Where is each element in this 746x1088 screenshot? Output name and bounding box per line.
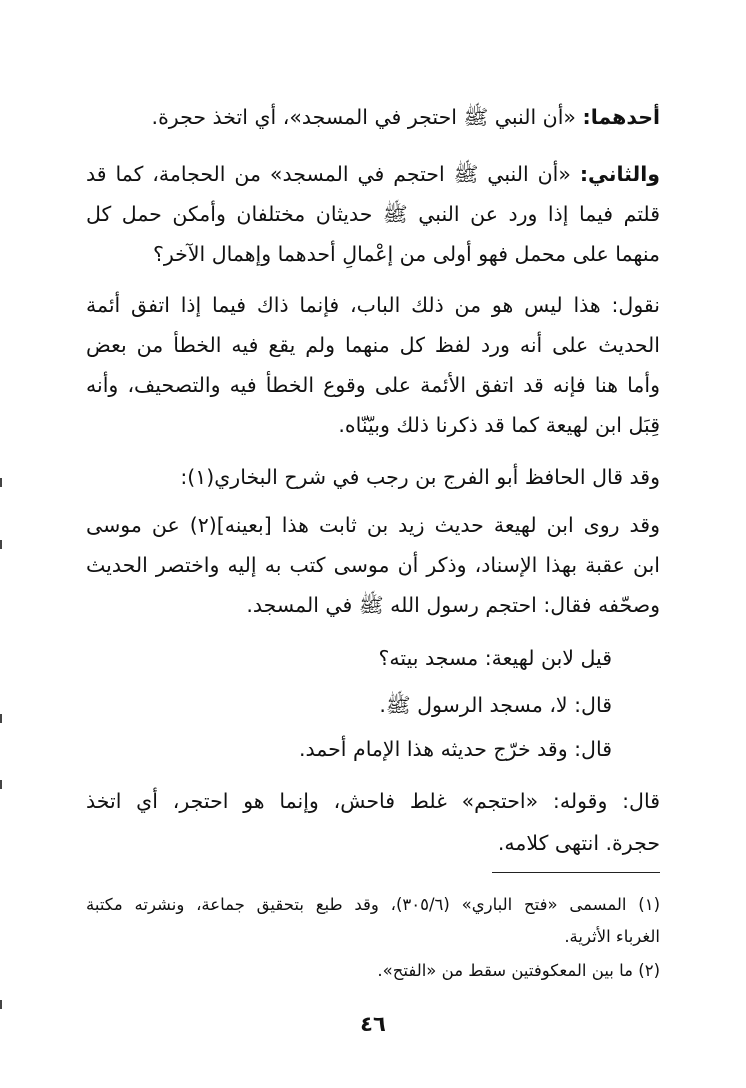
- line-text: ابن عقبة بهذا الإسناد، وذكر أن موسى كتب به إليه واختصر الحديث: [86, 553, 660, 577]
- line-text: منهما على محمل فهو أولى من إعْمالِ أحدهما وإهمال الآخر؟: [152, 242, 660, 266]
- footnote-text: (٢) ما بين المعكوفتين سقط من «الفتح».: [377, 961, 660, 980]
- paragraph-line: [86, 159, 660, 189]
- line-label: أحدهما:: [582, 105, 660, 129]
- paragraph-line: [86, 786, 660, 816]
- paragraph-line: [86, 370, 660, 400]
- paragraph-line: [152, 102, 660, 132]
- footnote: [86, 892, 660, 918]
- footnote-text: (١) المسمى «فتح الباري» (٣٠٥/٦)، وقد طبع بتحقيق جماعة، ونشرته مكتبة: [86, 895, 660, 914]
- paragraph-line: [246, 590, 660, 620]
- line-text: «أن النبي ﷺ احتجر في المسجد»، أي اتخذ حجرة.: [151, 105, 576, 129]
- paragraph-line: [379, 643, 612, 673]
- paragraph-line: [153, 239, 660, 269]
- footnote: [377, 958, 660, 984]
- line-text: الحديث على أنه ورد لفظ كل منهما ولم يقع فيه الخطأ من بعض: [86, 333, 660, 357]
- paragraph-line: [86, 510, 660, 540]
- footnote-text: الغرباء الأثرية.: [564, 927, 660, 946]
- paragraph-line: [86, 550, 660, 580]
- line-text: وقد قال الحافظ أبو الفرج بن رجب في شرح البخاري(١):: [180, 465, 660, 489]
- line-text: وأما هنا فإنه قد اتفق الأئمة على وقوع الخطأ فيه والتصحيف، وأنه: [86, 373, 660, 397]
- line-text: «أن النبي ﷺ احتجم في المسجد» من الحجامة، كما قد: [86, 162, 571, 186]
- paragraph-line: [379, 690, 612, 720]
- paragraph-line: [180, 462, 660, 492]
- line-text: قال: لا، مسجد الرسول ﷺ.: [379, 693, 612, 717]
- paragraph-line: [498, 828, 660, 858]
- line-text: قلتم فيما إذا ورد عن النبي ﷺ حديثان مختلفان وأمكن حمل كل: [86, 202, 660, 226]
- scan-edge-mark: [0, 540, 2, 549]
- line-label: والثاني:: [579, 162, 660, 186]
- paragraph-line: [86, 199, 660, 229]
- line-text: وصحّفه فقال: احتجم رسول الله ﷺ في المسجد.: [246, 593, 660, 617]
- page-number: ٤٦: [360, 1012, 386, 1036]
- line-text: قال: وقوله: «احتجم» غلط فاحش، وإنما هو احتجر، أي اتخذ: [86, 789, 660, 813]
- paragraph-line: [86, 290, 660, 320]
- scan-edge-mark: [0, 780, 2, 789]
- line-text: قيل لابن لهيعة: مسجد بيته؟: [378, 646, 612, 670]
- footnote-divider: [492, 872, 660, 873]
- line-text: نقول: هذا ليس هو من ذلك الباب، فإنما ذاك فيما إذا اتفق أئمة: [86, 293, 660, 317]
- line-text: قال: وقد خرّج حديثه هذا الإمام أحمد.: [298, 737, 612, 761]
- scan-edge-mark: [0, 714, 2, 723]
- paragraph-line: [338, 410, 660, 440]
- line-text: وقد روى ابن لهيعة حديث زيد بن ثابت هذا [بعينه](٢) عن موسى: [86, 513, 660, 537]
- line-text: قِبَل ابن لهيعة كما قد ذكرنا ذلك وبيّنّاه.: [338, 413, 660, 437]
- paragraph-line: [86, 330, 660, 360]
- paragraph-line: [299, 734, 612, 764]
- scan-edge-mark: [0, 478, 2, 487]
- line-text: حجرة. انتهى كلامه.: [497, 831, 660, 855]
- scan-edge-mark: [0, 1000, 2, 1009]
- footnote: [564, 924, 660, 950]
